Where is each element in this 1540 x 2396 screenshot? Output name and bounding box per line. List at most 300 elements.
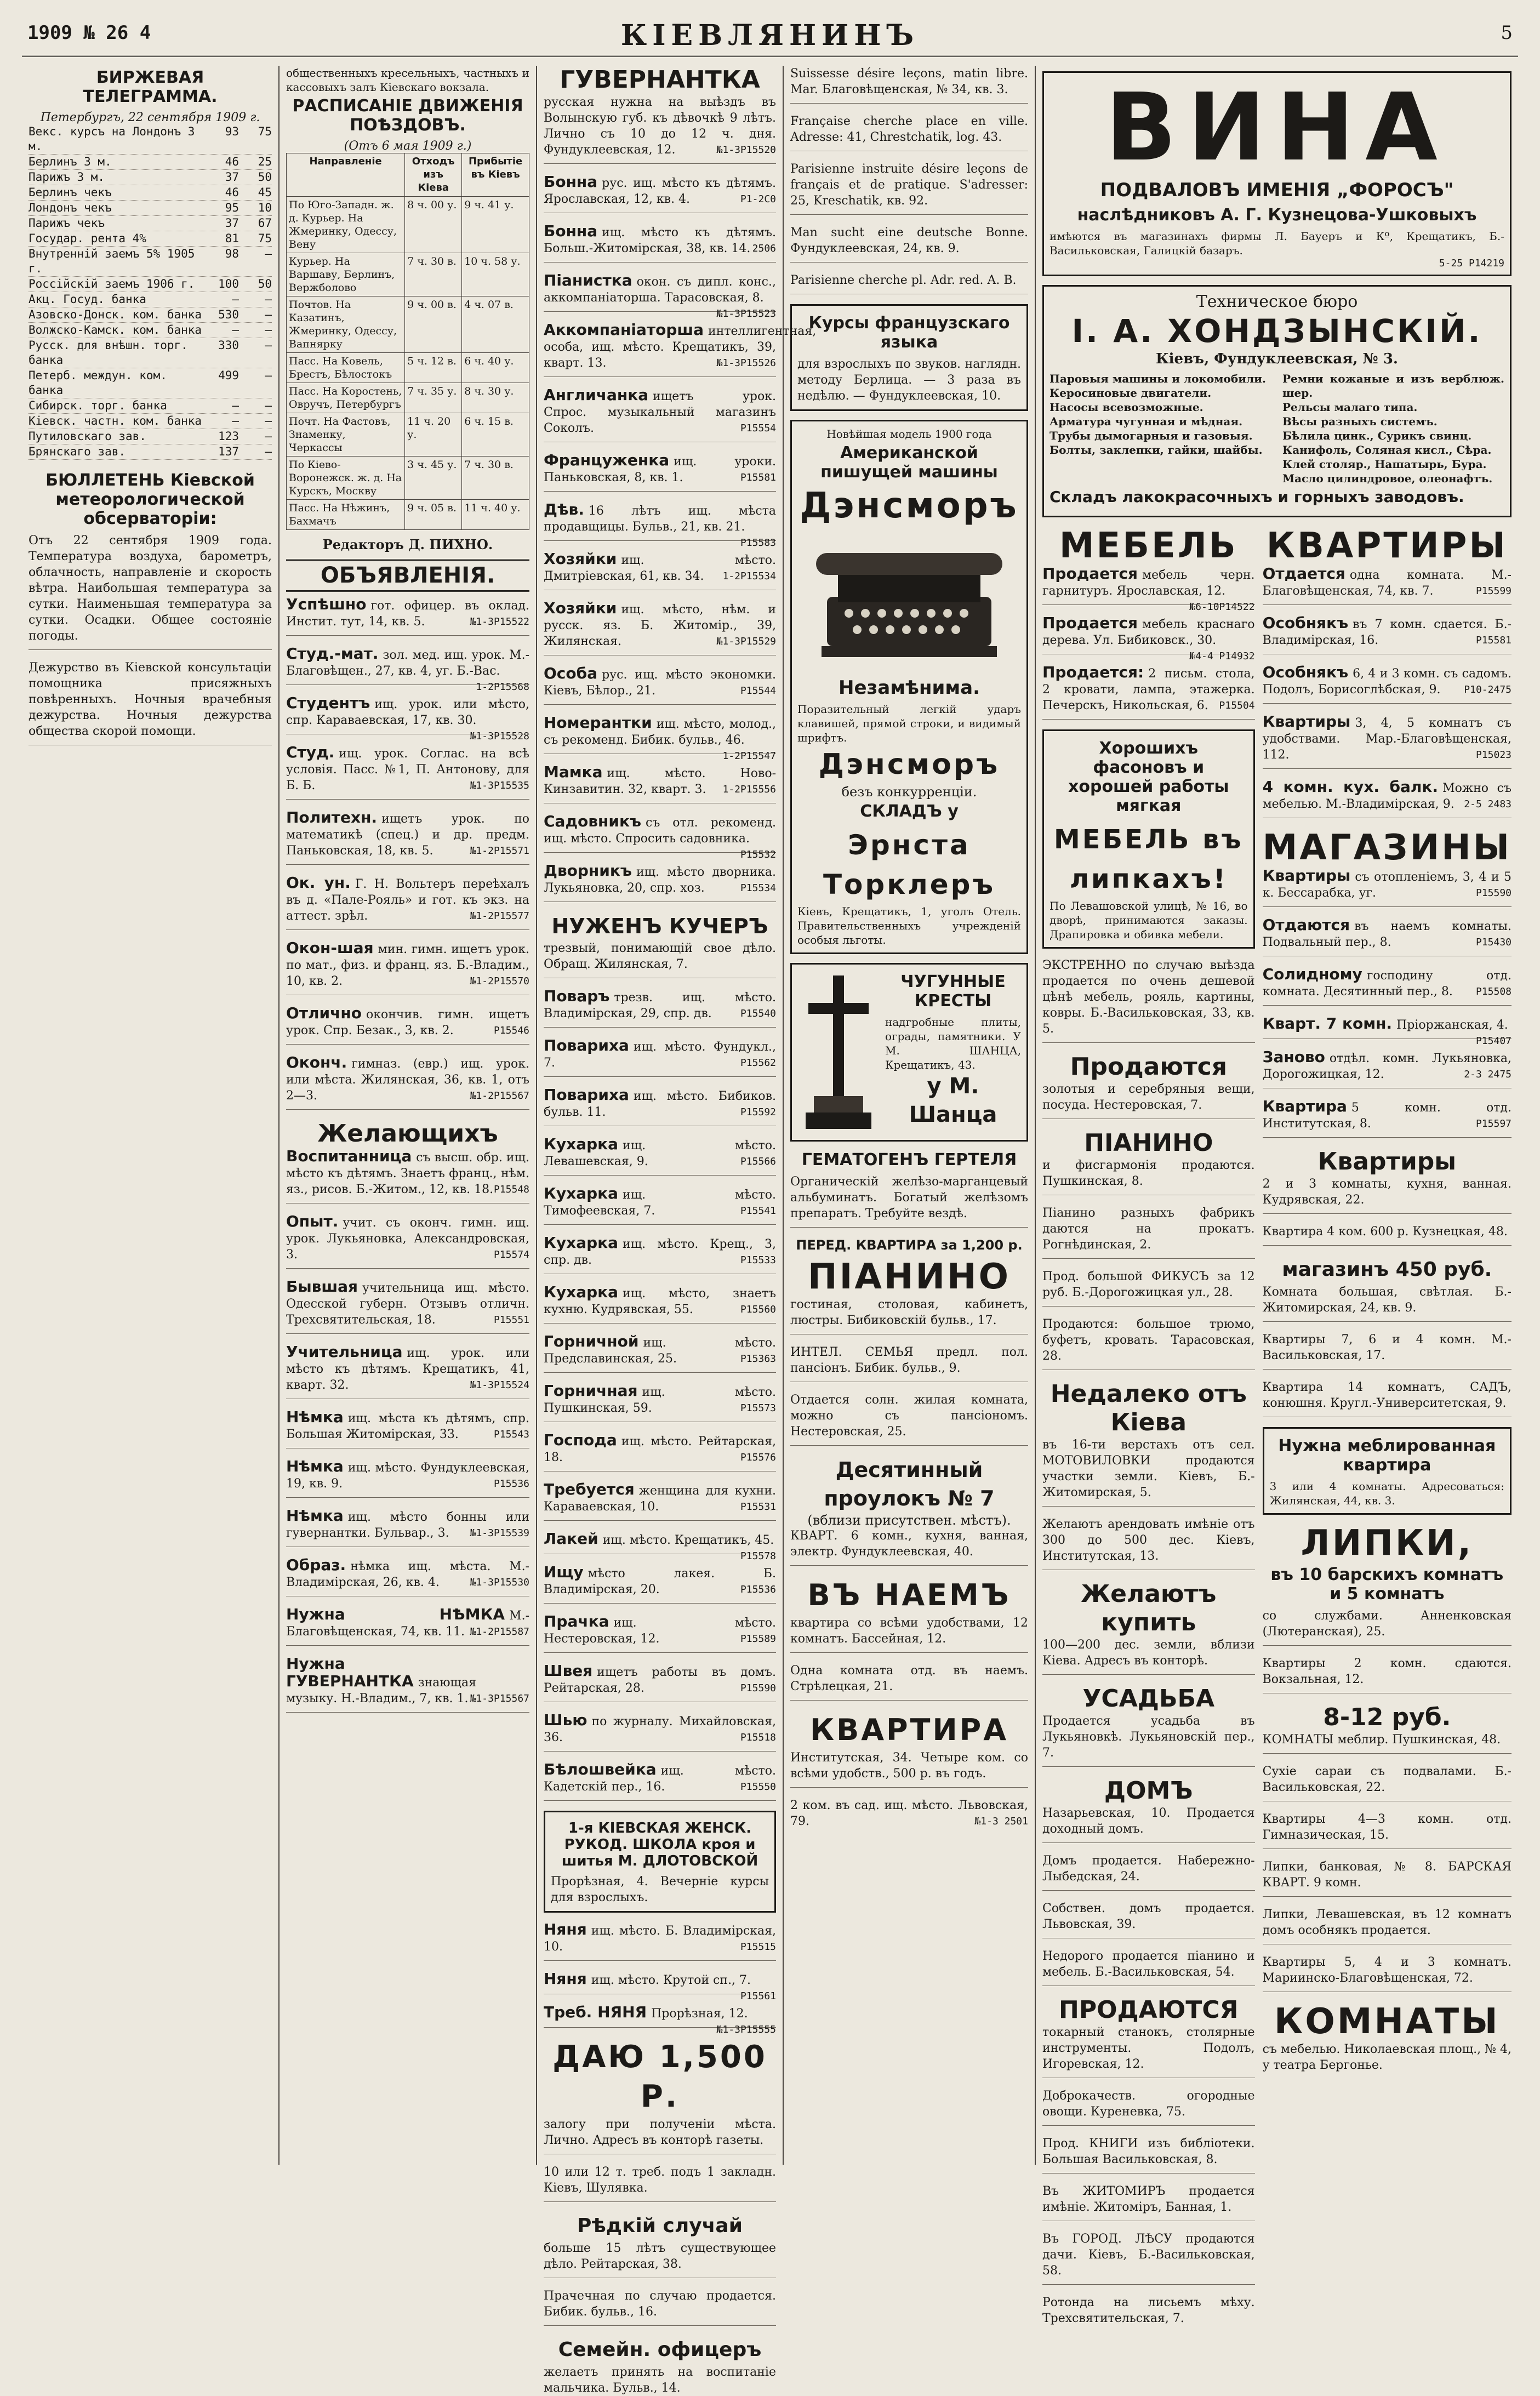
shop-ad-text: отдѣл. комн. Лукьяновка, Дорогожицкая, 12. [1262, 1052, 1512, 1081]
staff-ad-keyword: Дѣв. [544, 500, 584, 518]
exchange-value: 123 [218, 430, 239, 443]
cheap-ad: Недорого продается піанино и мебель. Б.-Васильковская, 54. [1042, 1948, 1255, 1986]
teacher-ad-keyword: Окон-шая [286, 939, 374, 957]
page-number: 5 [1501, 22, 1513, 44]
apartment3-ad: Квартира 4 ком. 600 р. Кузнецкая, 48. [1263, 1224, 1512, 1246]
coachman-title: НУЖЕНЪ КУЧЕРЪ [551, 914, 768, 938]
exchange-row [28, 201, 272, 216]
nanny-ad-code: №1-3Р15555 [716, 2024, 776, 2035]
column-services [537, 66, 817, 2395]
staff-ad-code: Р15583 [740, 537, 776, 549]
wine-heirs: наслѣдниковъ А. Г. Кузнецова-Ушковыхъ [1077, 206, 1477, 225]
seeker-ad-item [286, 1458, 529, 1498]
staff-ad-text: ищ. мѣсто дворника. Лукьяновка, 20, спр. хоз. [544, 865, 776, 895]
shop-ad-keyword: Квартира [1262, 1097, 1347, 1115]
shop-ad-keyword: Заново [1262, 1048, 1325, 1066]
furniture-ad-item [1042, 664, 1255, 720]
staff-ad-code: Р15532 [740, 849, 776, 860]
furnished-needed-title: Нужна меблированная квартира [1278, 1436, 1496, 1475]
column-courses [784, 66, 1036, 2165]
seeker-ad-text: М.-Благовѣщенская, 74, кв. 11. [286, 1609, 529, 1639]
khond-list-right [1282, 372, 1504, 486]
want-buy-text: 100—200 дес. земли, вблизи Кіева. Адресъ въ конторѣ. [1042, 1637, 1255, 1675]
staff-ad-text: ищ. мѣсто къ дѣтямъ. Больш.-Житомірская, 38, кв. 14. [544, 226, 776, 255]
apartment-title: КВАРТИРА [809, 1713, 1009, 1747]
apartment-ad-text: 6, 4 и 3 комн. съ садомъ. Подолъ, Борисоглѣбская, 9. [1262, 667, 1512, 697]
exchange-title: БИРЖЕВАЯ ТЕЛЕГРАММА. [83, 68, 218, 106]
piano2-title: ПІАНИНО [1084, 1129, 1213, 1157]
staff-ad-keyword: Мамка [544, 763, 603, 781]
staff-ad-text: ищ. мѣсто, нѣм. и русск. яз. Б. Житомір., 39, Жилянская. [544, 603, 776, 648]
soft-furniture-head: Хорошихъ фасоновъ и хорошей работы мягкая [1068, 739, 1229, 815]
staff-ad-code: №1-3Р15526 [716, 357, 776, 369]
exchange-label: Парижъ чекъ [28, 216, 105, 230]
train-depart: 7 ч. 30 в. [405, 253, 462, 296]
course-title: Курсы французскаго языка [808, 313, 1010, 352]
exchange-value: 46 [225, 186, 239, 199]
teacher-ad-code: №1-2Р15567 [470, 1090, 529, 1102]
cook-ad-text: ищ. мѣсто. Рейтарская, 18. [544, 1435, 776, 1464]
shop-ad-keyword: Солидному [1262, 965, 1362, 983]
exchange-label: Внутренній заемъ 5% 1905 г. [28, 247, 195, 275]
shop-ad-text: Пріоржанская, 4. [1396, 1018, 1508, 1032]
train-head-arrive: Прибытіе въ Кіевъ [462, 153, 529, 197]
train-row [287, 296, 529, 353]
school-title: 1-я КІЕВСКАЯ ЖЕНСК. РУКОД. ШКОЛА кроя и шитья М. ДЛОТОВСКОЙ [561, 1820, 758, 1869]
two-room-ad [790, 1798, 1028, 1829]
governess-text [544, 94, 776, 164]
furniture-ad-keyword: Продается [1042, 564, 1138, 583]
newspaper-title: КІЕВЛЯНИНЪ [620, 19, 920, 52]
rotonda-ad: Ротонда на лисьемъ мѣху. Трехсвятительская, 7. [1042, 2296, 1255, 2325]
cheap-apartment-ad: Квартиры 2 комн. сдаются. Вокзальная, 12. [1263, 1656, 1512, 1693]
decim-title: Десятинный проулокъ № 7 [824, 1458, 995, 1510]
apartment-ad-code: Р15581 [1475, 635, 1512, 646]
room-ad: Отдается солн. жилая комната, можно съ пансіономъ. Нестеровская, 25. [790, 1392, 1028, 1446]
staff-ad-code: Р15544 [740, 685, 776, 697]
seeker-ad-keyword: Нѣмка [286, 1507, 344, 1525]
exchange-value: 75 [258, 232, 272, 245]
cook-ad-text: ищетъ работы въ домъ. Рейтарская, 28. [544, 1665, 776, 1695]
nanny-ad-keyword: Треб. НЯНЯ [544, 2003, 647, 2021]
meteo-text: Отъ 22 сентября 1909 года. Температура воздуха, барометръ, облачность, направленіе и скорость вѣтра. Наибольшая температура за сутки. Наименьшая температура за сутки. Осадки. Общее состояніе погоды. [28, 534, 272, 643]
train-arrive: 7 ч. 30 в. [462, 457, 529, 500]
train-title: РАСПИСАНІЕ ДВИЖЕНІЯ ПОѢЗДОВЪ. [292, 96, 523, 135]
seeker-ad-code: №1-3Р15539 [470, 1527, 529, 1539]
train-depart: 11 ч. 20 у. [405, 413, 462, 457]
furniture-ad-code: Р15504 [1219, 700, 1255, 711]
apartment-ad-code: Р15599 [1475, 585, 1512, 597]
train-row [287, 253, 529, 296]
staff-ad-text: рус. ищ. мѣсто къ дѣтямъ. Ярославская, 12, кв. 4. [544, 176, 776, 206]
teacher-ad-code: №1-3Р15528 [470, 731, 529, 742]
seeker-ad-text: знающая музыку. Н.-Владим., 7, кв. 1. [286, 1676, 477, 1705]
exchange-table [28, 124, 272, 460]
teacher-ad-text: гот. офицер. въ оклад. Инстит. тут, 14, кв. 5. [286, 599, 529, 629]
apartment-ad-keyword: Особнякъ [1262, 663, 1349, 681]
teacher-ad-keyword: Студ. [286, 743, 335, 761]
exchange-row [28, 368, 272, 398]
nanny-ad-item [544, 1921, 776, 1961]
nanny-ad-code: Р15515 [740, 1941, 776, 1953]
exchange-row [28, 170, 272, 185]
governess-body: русская нужна на выѣздъ въ Волынскую губ. къ дѣвочкѣ 9 лѣтъ. Лично съ 10 до 12 ч. дня. Фундуклеевская, 12. [544, 95, 776, 157]
shop-ad-text: въ наемъ комнаты. Подвальный пер., 8. [1262, 920, 1512, 949]
train-subtitle: (Отъ 6 мая 1909 г.) [344, 139, 472, 153]
teacher-ad-text: мин. гимн. ищетъ урок. по мат., физ. и франц. яз. Б.-Владим., 10, кв. 2. [286, 943, 529, 988]
apartment-ad-keyword: Квартиры [1262, 712, 1351, 731]
train-direction: По Кіево-Воронежск. ж. д. На Курскъ, Москву [287, 457, 405, 500]
exchange-value: 98 [225, 247, 239, 260]
train-depart: 3 ч. 45 у. [405, 457, 462, 500]
house-title: ДОМЪ [1104, 1777, 1193, 1805]
wine-code: 5-25 Р14219 [1439, 258, 1504, 269]
four-room-ad: Квартиры 4—3 комн. отд. Гимназическая, 15. [1263, 1811, 1512, 1849]
soft-furniture-ad [1042, 729, 1255, 949]
cook-ad-keyword: Повариха [544, 1036, 629, 1054]
exchange-label: Кіевск. частн. ком. банка [28, 414, 202, 427]
exchange-row [28, 429, 272, 444]
exchange-value: 10 [258, 201, 272, 214]
officer-title: Семейн. офицеръ [558, 2338, 762, 2361]
column-right-sub [1263, 526, 1512, 2326]
big-apartment-ad: Квартиры 5, 4 и 3 комнатъ. Мариинско-Благовѣщенская, 72. [1263, 1954, 1512, 1992]
ficus-ad: Прод. большой ФИКУСЪ за 12 руб. Б.-Дорогожицкая ул., 28. [1042, 1269, 1255, 1307]
lipki-text: со службами. Анненковская (Лютеранская), 25. [1263, 1608, 1512, 1646]
khond-ad [1042, 285, 1512, 517]
furniture-ad-keyword: Продается: [1042, 663, 1144, 681]
staff-ad-code: 1-2Р15556 [722, 784, 776, 795]
cross-icon [797, 970, 880, 1134]
shop-ad-text: 5 комн. отд. Институтская, 8. [1262, 1101, 1512, 1131]
typewriter-brand: Дэнсморъ [800, 486, 1019, 526]
teacher-ad-text: ищ. урок. или мѣсто, спр. Караваевская, 17, кв. 30. [286, 698, 529, 727]
exchange-row [28, 444, 272, 460]
sold2-title: ПРОДАЮТСЯ [1059, 1996, 1239, 2024]
seeker-ad-keyword: Нѣмка [286, 1457, 344, 1475]
cook-ad-keyword: Прачка [544, 1612, 609, 1630]
apartment-ad-text: Можно съ мебелью. М.-Владимірская, 9. [1262, 781, 1512, 811]
exchange-value: 50 [258, 170, 272, 184]
cross-title: ЧУГУННЫЕ КРЕСТЫ [900, 972, 1006, 1011]
cook-ad-item [544, 1284, 776, 1323]
ads-list-seekers [286, 1148, 529, 1713]
rub-text: КОМНАТЫ меблир. Пушкинская, 48. [1263, 1732, 1512, 1754]
exchange-value: — [232, 399, 239, 412]
exchange-row [28, 277, 272, 292]
ads-list-nannies [544, 1920, 776, 2035]
exchange-row [28, 398, 272, 414]
teacher-ad-keyword: Оконч. [286, 1053, 347, 1071]
soft-furniture-title: МЕБЕЛЬ въ липкахъ! [1054, 824, 1244, 894]
column-exchange [22, 66, 280, 2165]
teacher-ad-keyword: Отлично [286, 1004, 362, 1022]
exchange-value: — [265, 339, 272, 352]
train-direction: Почтов. На Казатинъ, Жмеринку, Одессу, Вапнярку [287, 296, 405, 353]
apartment-ad-code: 2-5 2483 [1464, 798, 1512, 810]
cook-ad-keyword: Кухарка [544, 1135, 619, 1153]
lipki-lev-ad: Липки, Левашевская, въ 12 комнатъ домъ особнякъ продается. [1263, 1907, 1512, 1944]
khond-item: Вѣсы разныхъ системъ. [1282, 415, 1438, 428]
shop-ad-text: съ отопленіемъ, 3, 4 и 5 к. Бессарабка, уг. [1262, 870, 1512, 900]
nanny-ad-text: ищ. мѣсто. Крутой сп., 7. [591, 1973, 751, 1987]
khond-item: Рельсы малаго типа. [1282, 401, 1418, 414]
exchange-label: Векс. курсъ на Лондонъ 3 м. [28, 125, 195, 153]
typewriter-ad [790, 420, 1028, 954]
train-intro: общественныхъ кресельныхъ, частныхъ и кассовыхъ залъ Кіевскаго вокзала. [286, 66, 529, 94]
lipki-title: ЛИПКИ, [1301, 1523, 1474, 1564]
cook-ad-item [544, 1432, 776, 1471]
two-room-text: 2 ком. въ сад. ищ. мѣсто. Львовская, 79. [790, 1799, 1028, 1828]
sold-title: Продаются [1070, 1053, 1227, 1081]
typewriter-slogan: Незамѣнима. [839, 677, 980, 699]
shop-ad-item [1263, 1098, 1512, 1138]
exchange-value: — [232, 414, 239, 427]
khond-item: Бѣлила цинк., Сурикъ свинц. [1282, 429, 1472, 442]
teacher-ad-item [286, 875, 529, 930]
teacher-ad-item [286, 1005, 529, 1045]
train-arrive: 6 ч. 40 у. [462, 353, 529, 383]
teacher-ad-text: зол. мед. ищ. урок. М.-Благовѣщен., 27, кв. 4, уг. Б.-Вас. [286, 648, 529, 678]
rub-title: 8-12 руб. [1323, 1703, 1451, 1731]
staff-ad-code: Р15581 [740, 472, 776, 483]
zhitomir-ad: Въ ЖИТОМИРЪ продается имѣніе. Житоміръ, Банная, 1. [1042, 2183, 1255, 2221]
house-text: Назарьевская, 10. Продается доходный домъ. [1042, 1805, 1255, 1843]
warehouse-label: СКЛАДЪ у [860, 802, 959, 821]
staff-ad-text: ищ. уроки. Паньковская, 8, кв. 1. [544, 455, 776, 484]
cook-ad-text: по журналу. Михайловская, 36. [544, 1715, 776, 1744]
cook-ad-keyword: Требуется [544, 1480, 635, 1498]
staff-ad-keyword: Хозяйки [544, 599, 617, 617]
furniture-ad-item [1042, 564, 1255, 613]
officer-text: желаетъ принять на воспитаніе мальчика. Бульв., 14. [544, 2365, 776, 2395]
seeker-ad-text: нѣмка ищ. мѣста. М.-Владимірская, 26, кв. 4. [286, 1560, 529, 1589]
apartment-ad-item [1263, 615, 1512, 654]
exchange-row [28, 338, 272, 368]
piano2-text: и фисгармонія продаются. Пушкинская, 8. [1042, 1157, 1255, 1195]
seeker-ad-keyword: Нужна ГУВЕРНАНТКА [286, 1655, 414, 1690]
teacher-ad-item [286, 596, 529, 636]
cook-ad-item [544, 1136, 776, 1176]
cook-ad-code: Р15573 [740, 1402, 776, 1414]
teacher-ad-item [286, 694, 529, 742]
khond-item: Ремни кожаные и изъ верблюж. шер. [1282, 372, 1504, 400]
cook-ad-item [544, 1530, 776, 1562]
apartment-ad-text: въ 7 комн. сдается. Б.-Владимірская, 16. [1262, 618, 1512, 647]
furniture-ad-item [1042, 614, 1255, 662]
seeker-ad-item [286, 1557, 529, 1596]
teacher-ad-keyword: Студентъ [286, 694, 370, 712]
exchange-value: 37 [225, 170, 239, 184]
shop-ad-keyword: Кварт. 7 комн. [1262, 1014, 1393, 1032]
train-head-direction: Направленіе [287, 153, 405, 197]
apartment14-ad: Квартира 14 комнатъ, САДЪ, конюшня. Кругл.-Университетская, 9. [1263, 1379, 1512, 1417]
teacher-ad-code: №1-2Р15570 [470, 975, 529, 987]
lipki-bank-ad: Липки, банковая, № 8. БАРСКАЯ КВАРТ. 9 комн. [1263, 1859, 1512, 1897]
shop-ad-code: Р15407 [1475, 1035, 1512, 1047]
train-row [287, 383, 529, 413]
exchange-label: Парижъ 3 м. [28, 170, 105, 184]
school-text: Прорѣзная, 4. Вечерніе курсы для взрослыхъ. [551, 1875, 769, 1904]
soft-furniture-text: По Левашовской улицѣ, № 16, во дворѣ, принимаются заказы. Драпировка и обивка мебели. [1050, 899, 1248, 941]
cook-ad-code: Р15578 [740, 1550, 776, 1562]
apartment-ad-item [1263, 714, 1512, 769]
cook-ad-item [544, 1564, 776, 1604]
cook-ad-text: женщина для кухни. Караваевская, 10. [544, 1484, 776, 1514]
teacher-ad-text: ищетъ урок. по математикѣ (спец.) и др. предм. Паньковская, 18, кв. 5. [286, 812, 529, 858]
staff-ad-item [544, 271, 776, 320]
rooms-title: КОМНАТЫ [1274, 2001, 1500, 2042]
shop-ad-code: Р15508 [1475, 986, 1512, 997]
teacher-ad-item [286, 940, 529, 995]
exchange-value: — [265, 247, 272, 260]
typewriter-text: Поразительный легкій ударъ клавишей, прямой строки, и видимый шрифтъ. [797, 703, 1021, 744]
furniture-ad-text: мебель черн. гарнитуръ. Ярославская, 12. [1042, 568, 1255, 598]
exchange-label: Азовско-Донск. ком. банка [28, 308, 202, 321]
lipki-sub: въ 10 барскихъ комнатъ и 5 комнатъ [1270, 1565, 1504, 1604]
cook-ad-item [544, 1087, 776, 1126]
khond-name: І. А. ХОНДЗЫНСКІЙ. [1071, 312, 1482, 350]
exchange-label: Русск. для внѣшн. торг. банка [28, 339, 188, 367]
exchange-value: 46 [225, 155, 239, 168]
shop-ad-item [1263, 966, 1512, 1006]
train-direction: Пасс. На Коростень, Овручъ, Петербургъ [287, 383, 405, 413]
rent-title: ВЪ НАЕМЪ [807, 1578, 1011, 1612]
teacher-ad-item [286, 809, 529, 865]
laundry-text: Прачечная по случаю продается. Бибик. бульв., 16. [544, 2288, 776, 2326]
staff-ad-keyword: Бонна [544, 222, 598, 240]
exchange-label: Россійскій заемъ 1906 г. [28, 277, 195, 290]
staff-ad-text: ищ. мѣсто, молод., съ рекоменд. Бибик. бульв., 46. [544, 717, 776, 747]
staff-ad-item [544, 551, 776, 590]
exchange-row [28, 216, 272, 231]
cook-ad-text: ищ. мѣсто. Фундукл., 7. [544, 1040, 776, 1070]
cook-ad-text: мѣсто лакея. Б. Владимірская, 20. [544, 1567, 776, 1596]
exchange-row [28, 124, 272, 155]
exchange-label: Петерб. междун. ком. банка [28, 369, 167, 397]
seeker-ad-item [286, 1606, 529, 1646]
editor-line: Редакторъ Д. ПИХНО. [322, 537, 493, 552]
exchange-label: Путиловскаго зав. [28, 430, 146, 443]
furniture-ad-keyword: Продается [1042, 614, 1138, 632]
seeker-ad-keyword: Бывшая [286, 1277, 358, 1296]
exchange-value: 81 [225, 232, 239, 245]
cook-ad-code: Р15562 [740, 1057, 776, 1069]
money-title: ДАЮ 1,500 Р. [552, 2039, 767, 2114]
teacher-ad-text: ищ. урок. Соглас. на всѣ условія. Пасс. №1, П. Антонову, для Б. Б. [286, 747, 529, 792]
staff-ad-text: 16 лѣтъ ищ. мѣста продавщицы. Бульв., 21, кв. 21. [544, 504, 776, 534]
exchange-value: — [265, 293, 272, 306]
staff-ad-keyword: Особа [544, 664, 598, 682]
exchange-row [28, 231, 272, 247]
shop-title: магазинъ 450 руб. [1282, 1258, 1492, 1281]
train-head-depart: Отходъ изъ Кіева [405, 153, 462, 197]
apartment-ad-item [1263, 566, 1512, 605]
exchange-value: 25 [258, 155, 272, 168]
nanny-ad-item [544, 2003, 776, 2035]
teacher-ad-text: гимназ. (евр.) ищ. урок. или мѣста. Жилянская, 36, кв. 1, отъ 2—3. [286, 1057, 529, 1103]
farm-text: Продается усадьба въ Лукьяновкѣ. Лукьяновскій пер., 7. [1042, 1713, 1255, 1767]
staff-ad-item [544, 452, 776, 492]
staff-ad-code: Р15554 [740, 423, 776, 434]
seeker-ad-code: №1-3Р15530 [470, 1577, 529, 1588]
exchange-label: Волжско-Камск. ком. банка [28, 323, 202, 336]
french-ad-2: Française cherche place en ville. Adresse: 41, Chrestchatik, log. 43. [790, 113, 1028, 151]
khond-address: Кіевъ, Фундуклеевская, № 3. [1156, 351, 1398, 367]
exchange-value: — [232, 293, 239, 306]
seeker-ad-keyword: Нѣмка [286, 1408, 344, 1426]
staff-ad-text: окон. съ дипл. конс., аккомпаніаторша. Тарасовская, 8. [544, 275, 776, 305]
apartment-ad-item [1263, 664, 1512, 704]
cook-ad-text: ищ. мѣсто. Бибиков. бульв. 11. [544, 1089, 776, 1119]
exchange-value: 137 [218, 445, 239, 458]
seeker-ad-text: учит. съ оконч. гимн. ищ. урок. Лукьяновка, Александровская, 3. [286, 1216, 529, 1262]
train-arrive: 6 ч. 15 в. [462, 413, 529, 457]
hematogen-title: ГЕМАТОГЕНЪ ГЕРТЕЛЯ [801, 1150, 1017, 1170]
nanny-ad-text: Прорѣзная, 12. [651, 2007, 748, 2021]
furniture-ad-code: №4-4 Р14932 [1189, 651, 1255, 662]
seek-title: Желающихъ [317, 1120, 498, 1148]
cook-ad-keyword: Швея [544, 1662, 593, 1680]
seeker-ad-text: ищ. мѣсто бонны или гувернантки. Бульвар., 3. [286, 1510, 529, 1540]
cook-ad-text: ищ. мѣсто. Левашевская, 9. [544, 1139, 776, 1168]
shops-list [1263, 868, 1512, 1138]
cook-ad-keyword: Кухарка [544, 1184, 619, 1202]
exchange-label: Берлинъ 3 м. [28, 155, 112, 168]
french-ad-3: Parisienne instruite désire leçons de français et de pratique. S'adresser: 25, Kreschatik, кв. 92. [790, 161, 1028, 215]
shop-ad-keyword: Отдаются [1262, 916, 1350, 934]
shop-ad-code: Р15590 [1475, 887, 1512, 899]
exchange-label: Государ. рента 4% [28, 232, 146, 245]
exchange-label: Берлинъ чекъ [28, 186, 112, 199]
staff-ad-item [544, 321, 817, 377]
teacher-ad-keyword: Политехн. [286, 808, 378, 826]
exchange-row [28, 155, 272, 170]
cook-ad-keyword: Господа [544, 1431, 617, 1449]
cook-ad-item [544, 1712, 776, 1752]
french-ad-1: Suissesse désire leçons, matin libre. Mar. Благовѣщенская, № 34, кв. 3. [790, 66, 1028, 104]
train-direction: Пасс. На Ковель, Брестъ, Бѣлостокъ [287, 353, 405, 383]
cook-ad-code: Р15592 [740, 1106, 776, 1118]
furniture-title: МЕБЕЛЬ [1059, 526, 1238, 566]
apartment-ad-keyword: Особнякъ [1262, 614, 1349, 632]
train-direction: Пасс. На Нѣжинъ, Бахмачъ [287, 500, 405, 530]
shop-ad-code: Р15430 [1475, 937, 1512, 948]
khond-item: Трубы дымогарныя и газовыя. [1050, 429, 1253, 442]
ads-list-staff [544, 173, 817, 902]
cook-ad-keyword: Кухарка [544, 1234, 619, 1252]
khond-store: Складъ лакокрасочныхъ и горныхъ заводовъ. [1050, 488, 1464, 506]
duty-block [28, 660, 272, 745]
wine-subtitle: ПОДВАЛОВЪ ИМЕНІЯ „ФОРОСЪ" [1100, 179, 1454, 201]
seeker-ad-item [286, 1508, 529, 1547]
seeker-ad-keyword: Учительница [286, 1343, 403, 1361]
staff-ad-code: №1-3Р15529 [716, 636, 776, 647]
torkler-name: Эрнста Торклеръ [823, 829, 996, 900]
piano-title: ПІАНИНО [808, 1257, 1011, 1297]
loan-text: 10 или 12 т. треб. подъ 1 закладн. Кіевъ, Шулявка. [544, 2164, 776, 2202]
teacher-ad-code: 1-2Р15568 [476, 681, 529, 693]
cook-ad-item [544, 1333, 776, 1373]
seeker-ad-item [286, 1344, 529, 1399]
seeker-ad-code: №1-3Р15524 [470, 1379, 529, 1391]
cook-ad-item [544, 1761, 776, 1801]
cross-ad [790, 963, 1028, 1142]
meteo-title: БЮЛЛЕТЕНЬ Кіевской метеорологической обсерваторіи: [45, 471, 255, 528]
shop-ad-item [1263, 917, 1512, 956]
staff-ad-keyword: Аккомпаніаторша [544, 321, 704, 339]
wine-ad [1042, 71, 1512, 276]
